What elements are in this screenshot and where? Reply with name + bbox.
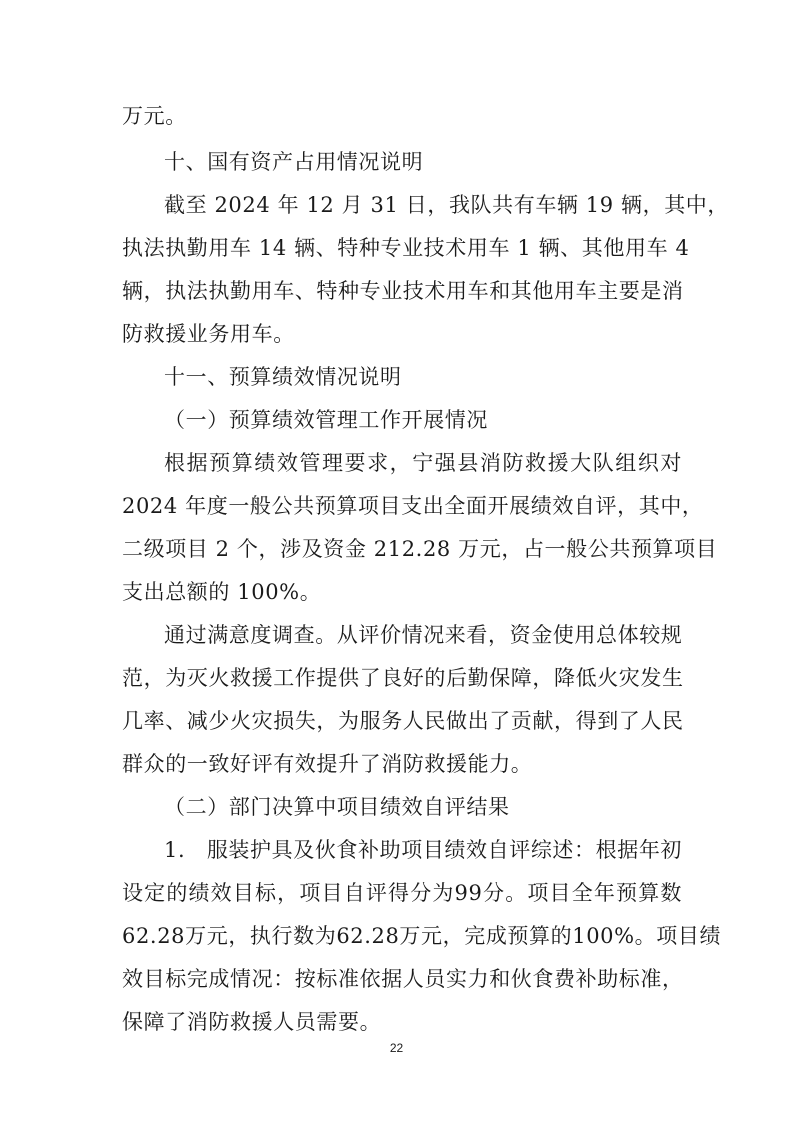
text-line: 效目标完成情况：按标准依据人员实力和伙食费补助标准， — [122, 967, 684, 991]
text-line: 辆，执法执勤用车、特种专业技术用车和其他用车主要是消 — [122, 279, 684, 303]
subsection-heading-management: （一）预算绩效管理工作开展情况 — [164, 408, 488, 432]
section-heading-performance: 十一、预算绩效情况说明 — [164, 365, 402, 389]
text-line: 2024 年度一般公共预算项目支出全面开展绩效自评，其中， — [122, 494, 704, 518]
subsection-heading-results: （二）部门决算中项目绩效自评结果 — [164, 795, 510, 819]
text-line: 群众的一致好评有效提升了消防救援能力。 — [122, 752, 533, 776]
text-line: 通过满意度调查。从评价情况来看，资金使用总体较规 — [164, 623, 683, 647]
section-heading-assets: 十、国有资产占用情况说明 — [164, 150, 424, 174]
text-line: 二级项目 2 个，涉及资金 212.28 万元，占一般公共预算项目 — [122, 537, 718, 561]
text-line: 万元。 — [122, 104, 187, 128]
text-line: 防救援业务用车。 — [122, 322, 295, 346]
text-line: 执法执勤用车 14 辆、特种专业技术用车 1 辆、其他用车 4 — [122, 236, 690, 260]
text-line: 截至 2024 年 12 月 31 日，我队共有车辆 19 辆，其中， — [164, 193, 730, 217]
page-number: 22 — [389, 1041, 404, 1055]
text-line: 62.28万元，执行数为62.28万元，完成预算的100%。项目绩 — [122, 924, 722, 948]
text-line: 范，为灭火救援工作提供了良好的后勤保障，降低火灾发生 — [122, 666, 684, 690]
text-line: 几率、减少火灾损失，为服务人民做出了贡献，得到了人民 — [122, 709, 684, 733]
text-line: 保障了消防救援人员需要。 — [122, 1010, 382, 1034]
text-line: 1. 服装护具及伙食补助项目绩效自评综述：根据年初 — [164, 838, 683, 862]
text-line: 根据预算绩效管理要求，宁强县消防救援大队组织对 — [164, 451, 682, 475]
text-line: 设定的绩效目标，项目自评得分为99分。项目全年预算数 — [122, 881, 682, 905]
text-line: 支出总额的 100%。 — [122, 580, 322, 604]
